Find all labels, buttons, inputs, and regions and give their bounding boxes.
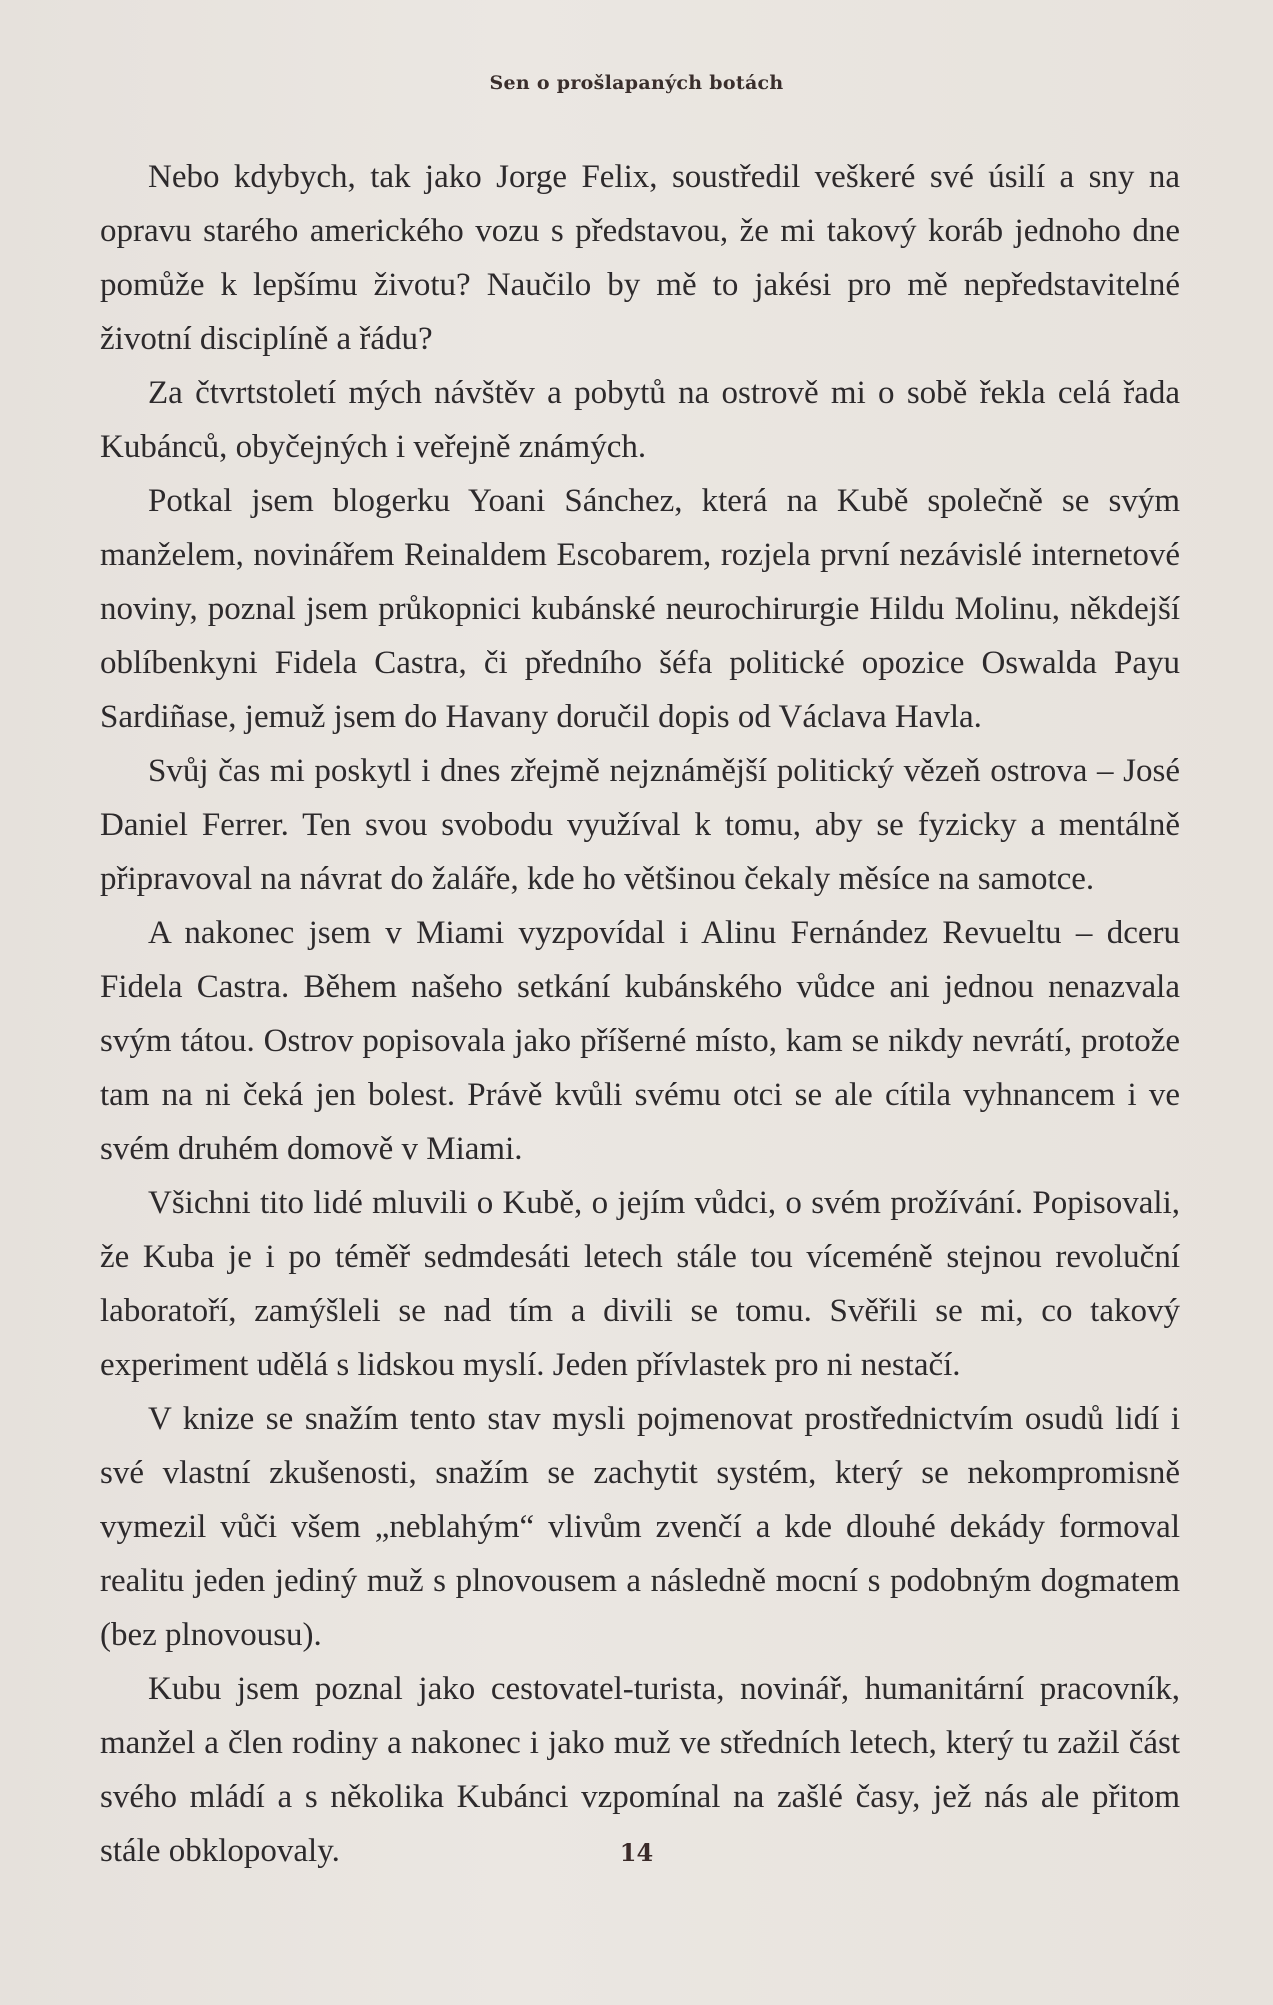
paragraph: Všichni tito lidé mluvili o Kubě, o jejím vůdci, o svém prožívání. Popisovali, že Kuba je i po téměř sedmdesáti letech stále tou víceméně stejnou revoluční laboratoří, zamýšleli se nad tím a divili se tomu. Svěřili se mi, co takový experiment udělá s lidskou myslí. Jeden přívlastek pro ni nestačí. xyxy=(100,1185,1180,1383)
page-number: 14 xyxy=(619,1838,654,1867)
paragraph: A nakonec jsem v Miami vyzpovídal i Alinu Fernández Revueltu – dceru Fidela Castra. Během našeho setkání kubánského vůdce ani jednou nenazvala svým tátou. Ostrov popisovala jako příšerné místo, kam se nikdy nevrátí, protože tam na ni čeká jen bolest. Právě kvůli svému otci se ale cítila vyhnancem i ve svém druhém domově v Miami. xyxy=(100,915,1180,1167)
paragraph: V knize se snažím tento stav mysli pojmenovat prostřednictvím osudů lidí i své vlastní zkušenosti, snažím se zachytit systém, který se nekompromisně vymezil vůči všem „neblahým“ vlivům zvenčí a kde dlouhé dekády formoval realitu jeden jediný muž s plnovousem a následně mocní s podobným dogmatem (bez plnovousu). xyxy=(100,1401,1180,1653)
running-head-title: Sen o prošlapaných botách xyxy=(489,72,784,94)
paragraph: Nebo kdybych, tak jako Jorge Felix, soustředil veškeré své úsilí a sny na opravu starého amerického vozu s představou, že mi takový koráb jednoho dne pomůže k lepšímu životu? Naučilo by mě to jakési pro mě nepředstavitelné životní disciplíně a řádu? xyxy=(100,159,1180,357)
body-text xyxy=(100,150,1180,1878)
paragraph: Svůj čas mi poskytl i dnes zřejmě nejznámější politický vězeň ostrova – José Daniel Ferrer. Ten svou svobodu využíval k tomu, aby se fyzicky a mentálně připravoval na návrat do žaláře, kde ho většinou čekaly měsíce na samotce. xyxy=(100,753,1180,897)
paragraph: Za čtvrtstoletí mých návštěv a pobytů na ostrově mi o sobě řekla celá řada Kubánců, obyčejných i veřejně známých. xyxy=(100,375,1180,465)
paragraph: Kubu jsem poznal jako cestovatel-turista, novinář, humanitární pracovník, manžel a člen rodiny a nakonec i jako muž ve středních letech, který tu zažil část svého mládí a s několika Kubánci vzpomínal na zašlé časy, jež nás ale přitom stále obklopovaly. xyxy=(100,1671,1180,1869)
paragraph: Potkal jsem blogerku Yoani Sánchez, která na Kubě společně se svým manželem, novinářem Reinaldem Escobarem, rozjela první nezávislé internetové noviny, poznal jsem průkopnici kubánské neurochirurgie Hildu Molinu, někdejší oblíbenkyni Fidela Castra, či předního šéfa politické opozice Oswalda Payu Sardiñase, jemuž jsem do Havany doručil dopis od Václava Havla. xyxy=(100,483,1180,735)
